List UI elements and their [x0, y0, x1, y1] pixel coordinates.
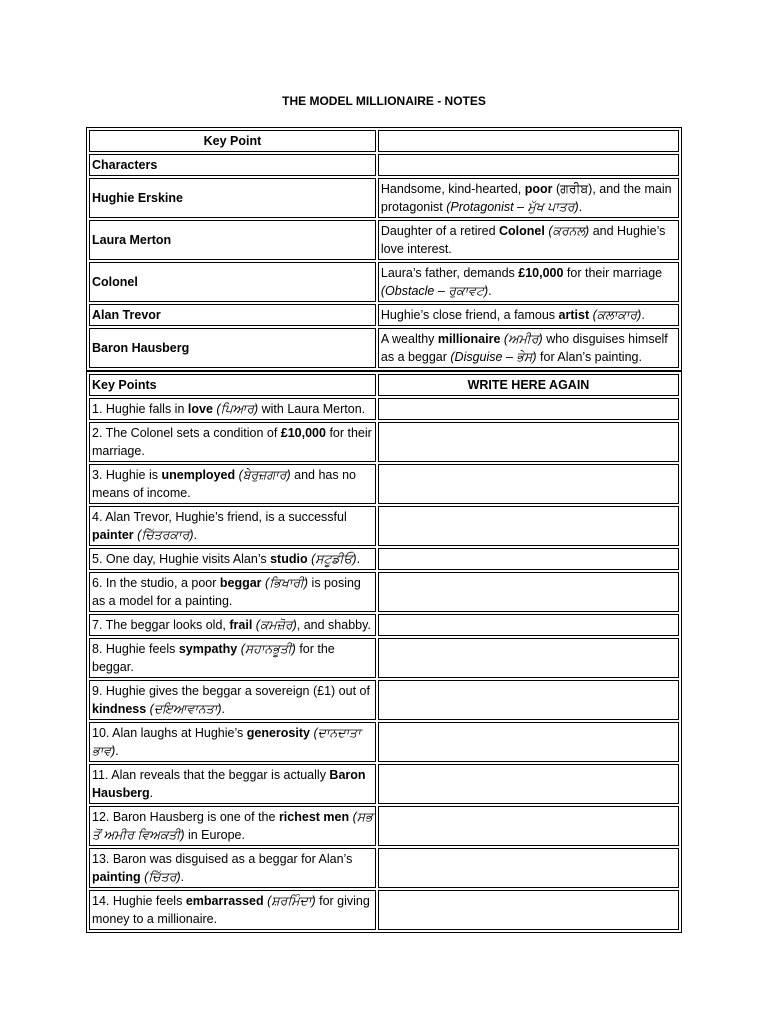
key-point-text: 5. One day, Hughie visits Alan’s studio (ਸਟੂਡੀਓ).: [89, 548, 376, 570]
key-point-text: 1. Hughie falls in love (ਪਿਆਰ) with Laura Merton.: [89, 398, 376, 420]
empty-header-cell: [378, 130, 679, 152]
character-row: [89, 328, 679, 368]
key-point-text: 7. The beggar looks old, frail (ਕਮਜ਼ੋਰ), and shabby.: [89, 614, 376, 636]
key-points-table: [86, 371, 682, 933]
write-here-cell[interactable]: [378, 464, 679, 504]
write-here-cell[interactable]: [378, 722, 679, 762]
character-name: Hughie Erskine: [89, 178, 376, 218]
key-point-text: 14. Hughie feels embarrassed (ਸ਼ਰਮਿੰਦਾ) for giving money to a millionaire.: [89, 890, 376, 930]
character-row: [89, 178, 679, 218]
key-point-row: [89, 890, 679, 930]
character-description: Laura’s father, demands £10,000 for their marriage (Obstacle – ਰੁਕਾਵਟ).: [378, 262, 679, 302]
key-point-row: [89, 680, 679, 720]
key-point-text: 6. In the studio, a poor beggar (ਭਿਖਾਰੀ) is posing as a model for a painting.: [89, 572, 376, 612]
character-name: Colonel: [89, 262, 376, 302]
key-point-row: [89, 398, 679, 420]
key-point-text: 4. Alan Trevor, Hughie’s friend, is a successful painter (ਚਿੱਤਰਕਾਰ).: [89, 506, 376, 546]
key-point-text: 13. Baron was disguised as a beggar for Alan’s painting (ਚਿੱਤਰ).: [89, 848, 376, 888]
characters-label: Characters: [89, 154, 376, 176]
key-point-row: [89, 638, 679, 678]
character-name: Baron Hausberg: [89, 328, 376, 368]
key-point-row: [89, 548, 679, 570]
write-here-cell[interactable]: [378, 422, 679, 462]
write-here-cell[interactable]: [378, 506, 679, 546]
key-point-row: [89, 764, 679, 804]
character-name: Alan Trevor: [89, 304, 376, 326]
write-here-cell[interactable]: [378, 572, 679, 612]
character-row: [89, 304, 679, 326]
key-point-row: [89, 806, 679, 846]
key-point-text: 8. Hughie feels sympathy (ਸਹਾਨਭੂਤੀ) for the beggar.: [89, 638, 376, 678]
write-here-cell[interactable]: [378, 398, 679, 420]
character-description: A wealthy millionaire (ਅਮੀਰ) who disguises himself as a beggar (Disguise – ਭੇਸ) for Alan’s painting.: [378, 328, 679, 368]
key-point-text: 12. Baron Hausberg is one of the richest men (ਸਭ ਤੋਂ ਅਮੀਰ ਵਿਅਕਤੀ) in Europe.: [89, 806, 376, 846]
key-point-text: 9. Hughie gives the beggar a sovereign (£1) out of kindness (ਦਇਆਵਾਨਤਾ).: [89, 680, 376, 720]
key-point-row: [89, 422, 679, 462]
write-here-again-header: WRITE HERE AGAIN: [378, 374, 679, 396]
write-here-cell[interactable]: [378, 680, 679, 720]
key-point-text: 11. Alan reveals that the beggar is actually Baron Hausberg.: [89, 764, 376, 804]
character-description: Hughie’s close friend, a famous artist (ਕਲਾਕਾਰ).: [378, 304, 679, 326]
character-row: [89, 262, 679, 302]
character-row: [89, 220, 679, 260]
empty-section-cell: [378, 154, 679, 176]
key-point-header: Key Point: [89, 130, 376, 152]
key-points-header: Key Points: [89, 374, 376, 396]
page-title: THE MODEL MILLIONAIRE - NOTES: [282, 94, 486, 108]
key-point-text: 10. Alan laughs at Hughie’s generosity (ਦਾਨਦਾਤਾ ਭਾਵ).: [89, 722, 376, 762]
key-point-text: 3. Hughie is unemployed (ਬੇਰੁਜ਼ਗਾਰ) and has no means of income.: [89, 464, 376, 504]
character-description: Handsome, kind-hearted, poor (ਗਰੀਬ), and the main protagonist (Protagonist – ਮੁੱਖ ਪਾਤਰ).: [378, 178, 679, 218]
key-point-text: 2. The Colonel sets a condition of £10,000 for their marriage.: [89, 422, 376, 462]
write-here-cell[interactable]: [378, 614, 679, 636]
write-here-cell[interactable]: [378, 548, 679, 570]
characters-table: [86, 127, 682, 371]
write-here-cell[interactable]: [378, 890, 679, 930]
key-point-row: [89, 572, 679, 612]
key-point-row: [89, 464, 679, 504]
write-here-cell[interactable]: [378, 848, 679, 888]
key-point-row: [89, 614, 679, 636]
write-here-cell[interactable]: [378, 638, 679, 678]
key-point-row: [89, 722, 679, 762]
write-here-cell[interactable]: [378, 764, 679, 804]
character-name: Laura Merton: [89, 220, 376, 260]
key-point-row: [89, 848, 679, 888]
write-here-cell[interactable]: [378, 806, 679, 846]
character-description: Daughter of a retired Colonel (ਕਰਨਲ) and Hughie’s love interest.: [378, 220, 679, 260]
key-point-row: [89, 506, 679, 546]
